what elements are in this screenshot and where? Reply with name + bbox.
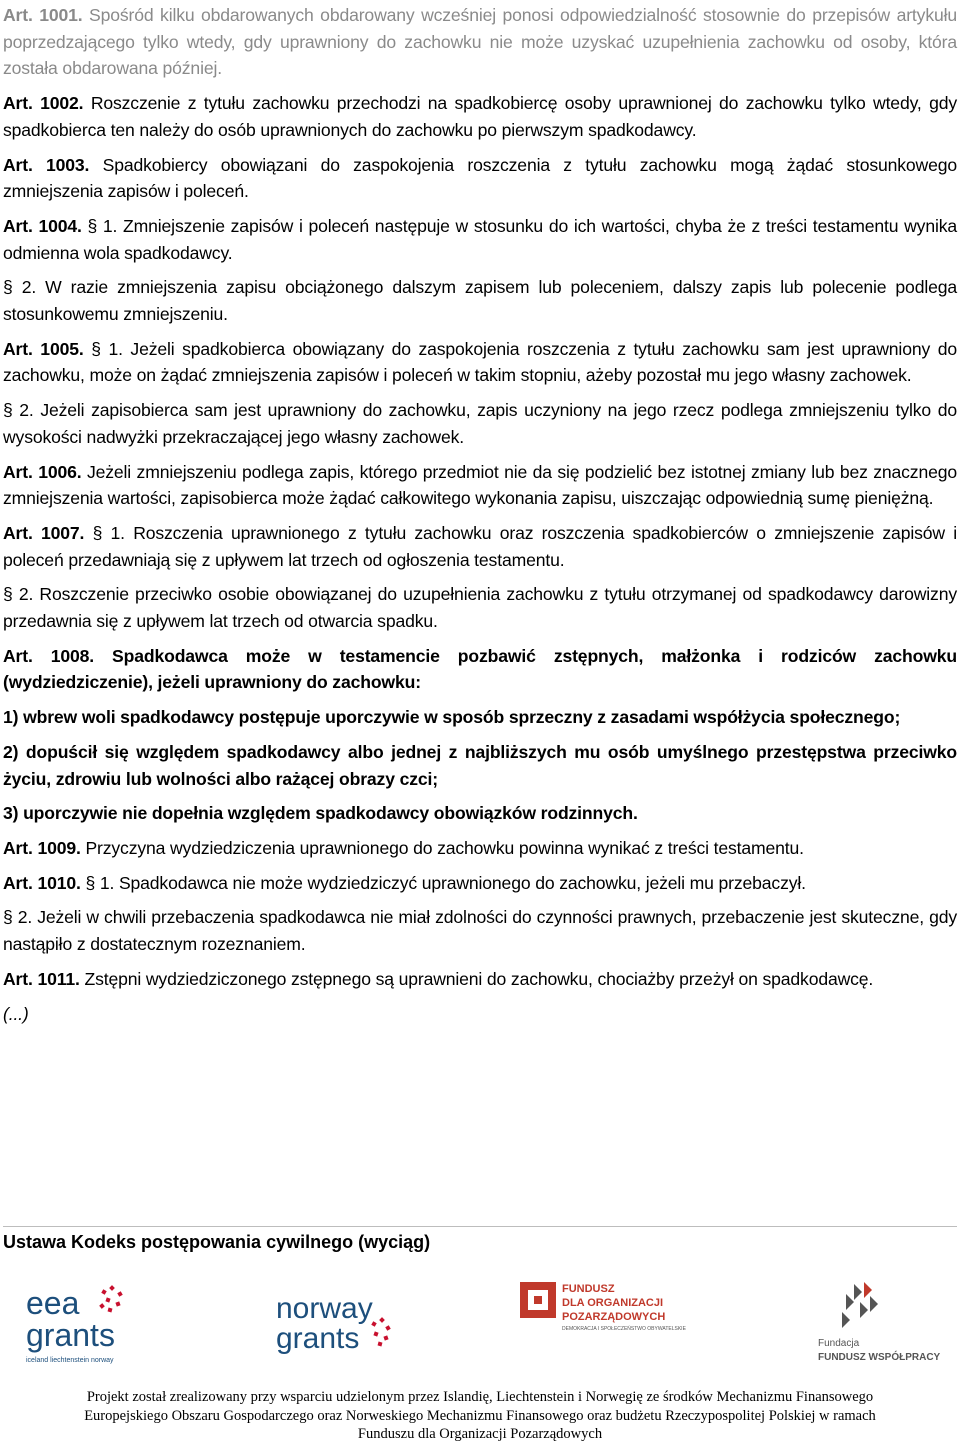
fundusz-logo-line2: DLA ORGANIZACJI	[562, 1297, 664, 1309]
article-text: § 1. Spadkodawca nie może wydziedziczyć uprawnionego do zachowku, jeżeli mu przebaczył.	[80, 872, 806, 893]
article-label: Art. 1007.	[3, 522, 85, 543]
article-text: (...)	[3, 1003, 29, 1024]
article-text: Spadkobiercy obowiązani do zaspokojenia roszczenia z tytułu zachowku mogą żądać stosunkowego zmniejszenia zapisów i poleceń.	[3, 154, 957, 202]
article-text: § 2. Jeżeli w chwili przebaczenia spadkodawca nie miał zdolności do czynności prawnych, przebaczenie jest skuteczne, gdy nastąpiło z dostatecznym rozeznaniem.	[3, 907, 957, 955]
section-divider	[3, 1226, 957, 1227]
article-text: § 1. Zmniejszenie zapisów i poleceń następuje w stosunku do ich wartości, chyba że z treści testamentu wynika odmienna wola spadkodawcy.	[3, 215, 957, 263]
fundusz-logo-sub: DEMOKRACJA I SPOŁECZEŃSTWO OBYWATELSKIE	[562, 1326, 686, 1332]
norway-logo-line2: grants	[276, 1322, 360, 1355]
article-text: Spośród kilku obdarowanych obdarowany wcześniej ponosi odpowiedzialność stosownie do przepisów artykułu poprzedzającego tylko wtedy, gdy uprawniony do zachowku nie może uzyskać uzupełnienia zachowku od osoby, która została obdarowana później.	[3, 5, 957, 79]
article-1007	[3, 520, 957, 573]
article-label: Art. 1006.	[3, 461, 82, 482]
article-label: Art. 1008.	[3, 645, 95, 666]
fundusz-ngo-logo	[518, 1278, 698, 1358]
article-1005	[3, 336, 957, 389]
article-1001	[3, 2, 957, 82]
fwp-logo-line1: Fundacja	[818, 1338, 860, 1349]
article-label: Art. 1010.	[3, 872, 81, 893]
article-text: § 2. Jeżeli zapisobierca sam jest uprawniony do zachowku, zapis uczyniony na jego rzecz podlega zmniejszeniu tylko do wysokości nadwyżki przekraczającej jego własny zachowek.	[3, 400, 957, 447]
article-1003	[3, 152, 957, 205]
footer-line: Funduszu dla Organizacji Pozarządowych	[357, 1426, 603, 1442]
article-1008-point-2	[3, 739, 957, 792]
article-1002	[3, 90, 957, 143]
article-label: Art. 1005.	[3, 338, 84, 359]
fwp-logo-line2: FUNDUSZ WSPÓŁPRACY	[818, 1352, 941, 1363]
article-1011	[3, 966, 957, 993]
article-text: § 2. Roszczenie przeciwko osobie obowiązanej do uzupełnienia zachowku z tytułu otrzymanej od spadkodawcy darowizny przedawnia się z upływem lat trzech od otwarcia spadku.	[3, 584, 957, 632]
article-label: Art. 1009.	[3, 837, 81, 858]
footer-line: Projekt został zrealizowany przy wsparciu udzielonym przez Islandię, Liechtenstein i Norwegię ze środków Mechanizmu Finansowego	[86, 1389, 874, 1405]
document-body	[3, 2, 957, 1035]
fundusz-logo-line1: FUNDUSZ	[562, 1283, 615, 1295]
article-1004-par-2	[3, 274, 957, 327]
article-label: Art. 1011.	[3, 968, 80, 989]
eea-grants-logo	[22, 1282, 142, 1368]
norway-grants-logo	[274, 1290, 404, 1356]
article-1010	[3, 870, 957, 897]
article-text: § 1. Jeżeli spadkobierca obowiązany do zaspokojenia roszczenia z tytułu zachowku sam jest uprawniony do zachowku, może on żądać zmniejszenia zapisów i poleceń w takim stopniu, ażeby pozostał mu jego własny zachowek.	[3, 338, 957, 386]
eea-logo-line1: eea	[26, 1285, 80, 1321]
article-text: Zstępni wydziedziczonego zstępnego są uprawnieni do zachowku, chociażby przeżył on spadkodawcę.	[79, 968, 874, 989]
section-heading: Ustawa Kodeks postępowania cywilnego (wyciąg)	[3, 1232, 431, 1252]
norway-logo-line1: norway	[276, 1292, 373, 1325]
article-label: Art. 1003.	[3, 154, 90, 175]
article-text: Roszczenie z tytułu zachowku przechodzi na spadkobiercę osoby uprawnionej do zachowku tylko wtedy, gdy spadkobierca ten należy do osób uprawnionych do zachowku po pierwszym spadkodawcy.	[3, 93, 957, 140]
article-1007-par-2	[3, 581, 957, 634]
fundusz-logo-line3: POZARZĄDOWYCH	[562, 1311, 666, 1323]
article-text: 2) dopuścił się względem spadkodawcy albo jednej z najbliższych mu osób umyślnego przestępstwa przeciwko życiu, zdrowiu lub wolności albo rażącej obrazy czci;	[3, 741, 957, 789]
sponsor-logos	[0, 1270, 960, 1380]
article-label: Art. 1001.	[3, 5, 83, 25]
ellipsis-omission	[3, 1001, 957, 1028]
article-1008-point-3	[3, 800, 957, 827]
article-text: Spadkodawca może w testamencie pozbawić zstępnych, małżonka i rodziców zachowku (wydziedziczenie), jeżeli uprawniony do zachowku:	[3, 645, 957, 693]
article-text: 1) wbrew woli spadkodawcy postępuje uporczywie w sposób sprzeczny z zasadami współżycia społecznego;	[3, 707, 901, 728]
article-1008	[3, 643, 957, 696]
fwp-logo-mark	[842, 1282, 878, 1328]
article-text: § 1. Roszczenia uprawnionego z tytułu zachowku oraz roszczenia spadkobierców o zmniejszenie zapisów i poleceń przedawniają się z upływem lat trzech od ogłoszenia testamentu.	[3, 522, 957, 570]
funding-footer	[0, 1388, 960, 1444]
article-1006	[3, 459, 957, 512]
article-1010-par-2	[3, 904, 957, 957]
article-1008-point-1	[3, 704, 957, 731]
article-1009	[3, 835, 957, 862]
fundusz-logo-mark	[520, 1282, 556, 1318]
article-text: § 2. W razie zmniejszenia zapisu obciążonego dalszym zapisem lub poleceniem, dalszy zapis lub polecenie podlega stosunkowemu zmniejszeniu.	[3, 277, 957, 325]
norway-logo-mark	[371, 1317, 390, 1346]
article-label: Art. 1002.	[3, 93, 84, 114]
fundusz-wspolpracy-logo	[814, 1280, 941, 1366]
eea-logo-mark	[99, 1285, 123, 1312]
article-text: Jeżeli zmniejszeniu podlega zapis, którego przedmiot nie da się podzielić bez istotnej zmiany lub bez znacznego zmniejszenia wartości, zapisobierca może żądać całkowitego wykonania zapisu, uiszczając odpowiednią sumę pieniężną.	[3, 461, 957, 509]
article-1004	[3, 213, 957, 266]
footer-line: Europejskiego Obszaru Gospodarczego oraz Norweskiego Mechanizmu Finansowego oraz budżetu Rzeczypospolitej Polskiej w ramach	[84, 1407, 876, 1424]
eea-logo-sub: iceland liechtenstein norway	[26, 1357, 114, 1364]
article-text: 3) uporczywie nie dopełnia względem spadkodawcy obowiązków rodzinnych.	[3, 803, 638, 824]
article-label: Art. 1004.	[3, 215, 82, 236]
eea-logo-line2: grants	[26, 1317, 115, 1353]
article-text: Przyczyna wydziedziczenia uprawnionego do zachowku powinna wynikać z treści testamentu.	[80, 837, 804, 858]
article-1005-par-2	[3, 397, 957, 450]
